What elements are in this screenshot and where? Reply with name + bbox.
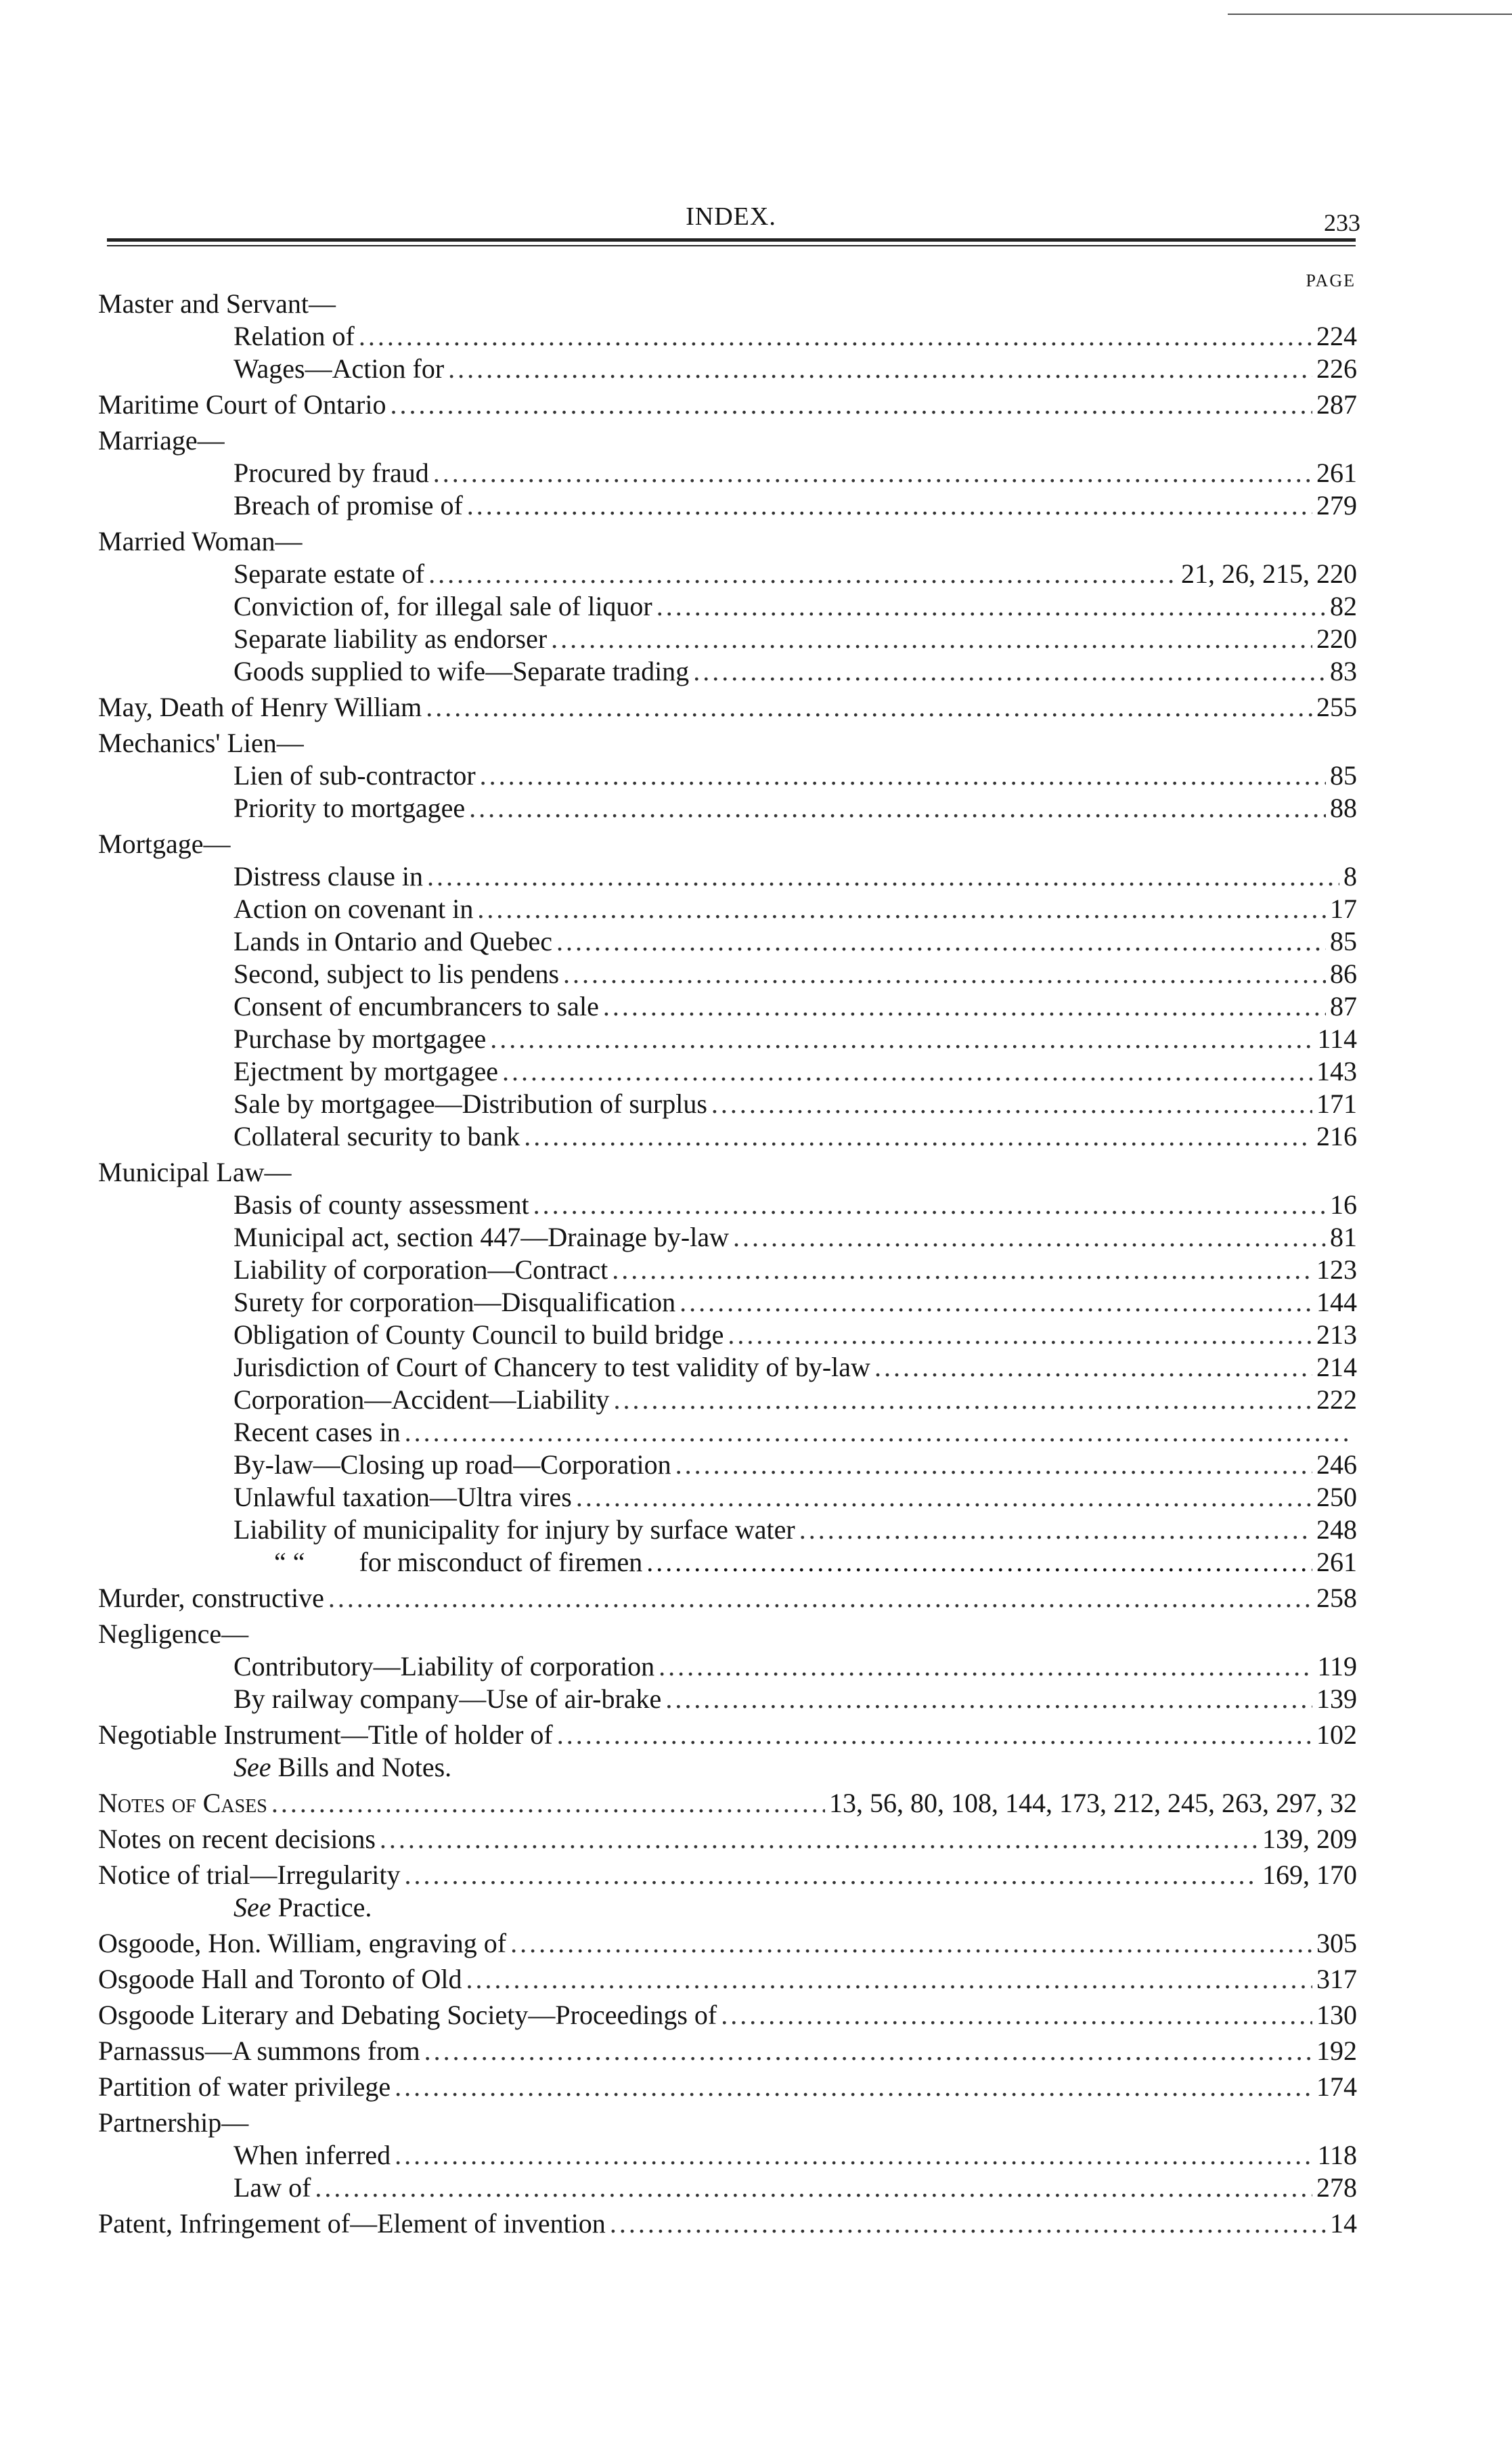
leader-dots — [659, 1650, 1313, 1683]
see-reference — [98, 1891, 1357, 1924]
entry-text: Surety for corporation—Disqualification — [234, 1287, 676, 1317]
index-entry — [98, 1823, 1357, 1855]
index-subentry — [98, 1120, 1357, 1153]
entry-pages: 8 — [1343, 861, 1357, 892]
entry-pages: 88 — [1330, 793, 1357, 823]
entry-text: By railway company—Use of air-brake — [234, 1684, 662, 1714]
index-entry — [98, 691, 1357, 724]
leader-dots — [427, 860, 1339, 893]
leader-dots — [612, 1254, 1312, 1286]
entry-pages: 248 — [1316, 1514, 1357, 1545]
entry-text: Recent cases in — [234, 1417, 401, 1447]
index-entry — [98, 2207, 1357, 2240]
header-rule-thin — [107, 245, 1356, 246]
leader-dots — [563, 958, 1326, 990]
entry-text: for misconduct of firemen — [359, 1547, 643, 1577]
leader-dots — [433, 457, 1312, 489]
leader-dots — [510, 1927, 1312, 1960]
entry-text: Notes of Cases — [98, 1788, 267, 1818]
index-entry — [98, 1719, 1357, 1751]
entry-text: Municipal act, section 447—Drainage by-law — [234, 1222, 729, 1252]
entry-pages: 258 — [1316, 1583, 1357, 1613]
index-subentry — [98, 1546, 1357, 1579]
entry-pages: 255 — [1316, 692, 1357, 722]
leader-dots — [693, 655, 1326, 688]
index-subentry — [98, 958, 1357, 990]
leader-dots — [576, 1481, 1312, 1514]
index-subentry — [98, 760, 1357, 792]
leader-dots — [680, 1286, 1312, 1319]
entry-text: When inferred — [234, 2140, 391, 2170]
entry-text: Wages—Action for — [234, 353, 445, 384]
entry-text: Notice of trial—Irregularity — [98, 1860, 401, 1890]
leader-dots — [271, 1787, 825, 1820]
see-target: Bills and Notes. — [277, 1752, 452, 1782]
entry-pages: 250 — [1316, 1482, 1357, 1512]
entry-heading: Married Woman— — [98, 526, 303, 556]
index-subentry — [98, 1481, 1357, 1514]
entry-pages: 169, 170 — [1262, 1860, 1357, 1890]
leader-dots — [424, 2035, 1312, 2067]
index-entry — [98, 1787, 1357, 1820]
entry-heading: Negligence— — [98, 1619, 249, 1649]
entry-text: Second, subject to lis pendens — [234, 959, 560, 989]
index-subentry — [98, 1319, 1357, 1351]
index-subentry — [98, 558, 1357, 590]
index-entry — [98, 1963, 1357, 1996]
index-subentry — [98, 590, 1357, 623]
entry-pages: 82 — [1330, 591, 1357, 621]
entry-pages: 171 — [1316, 1088, 1357, 1119]
entry-pages: 139, 209 — [1262, 1824, 1357, 1854]
see-target: Practice. — [277, 1892, 372, 1922]
index-entry — [98, 1927, 1357, 1960]
index-subentry — [98, 1416, 1357, 1449]
leader-dots — [469, 792, 1326, 824]
leader-dots — [556, 925, 1326, 958]
entry-pages: 130 — [1316, 2000, 1357, 2030]
index-subentry — [98, 1055, 1357, 1088]
entry-text: Goods supplied to wife—Separate trading — [234, 656, 690, 686]
entry-pages: 85 — [1330, 926, 1357, 956]
leader-dots — [646, 1546, 1312, 1579]
entry-text: Negotiable Instrument—Title of holder of — [98, 1719, 553, 1750]
index-subentry — [98, 2139, 1357, 2172]
index-entry — [98, 2035, 1357, 2067]
entry-pages: 317 — [1316, 1964, 1357, 1994]
entry-text: Separate liability as endorser — [234, 623, 548, 654]
entry-text: By-law—Closing up road—Corporation — [234, 1449, 671, 1480]
entry-text: Distress clause in — [234, 861, 423, 892]
entry-pages: 213 — [1316, 1319, 1357, 1350]
index-subentry — [98, 655, 1357, 688]
entry-text: Unlawful taxation—Ultra vires — [234, 1482, 572, 1512]
entry-pages: 214 — [1316, 1352, 1357, 1382]
entry-pages: 222 — [1316, 1384, 1357, 1415]
entry-pages: 143 — [1316, 1056, 1357, 1086]
see-reference — [98, 1751, 1357, 1784]
leader-dots — [428, 558, 1177, 590]
index-entry — [98, 1859, 1357, 1891]
entry-text: Collateral security to bank — [234, 1121, 520, 1151]
index-subentry — [98, 489, 1357, 522]
entry-heading: Marriage— — [98, 425, 225, 456]
index-subentry — [98, 1650, 1357, 1683]
entry-pages: 119 — [1317, 1651, 1357, 1681]
leader-dots — [480, 760, 1326, 792]
entry-pages: 287 — [1316, 389, 1357, 420]
entry-text: Lands in Ontario and Quebec — [234, 926, 552, 956]
leader-dots — [711, 1088, 1312, 1120]
entry-text: Partition of water privilege — [98, 2071, 391, 2102]
leader-dots — [490, 1023, 1313, 1055]
entry-heading: Partnership— — [98, 2107, 249, 2138]
entry-pages: 279 — [1316, 490, 1357, 521]
index-subentry — [98, 1221, 1357, 1254]
page-number: 233 — [1324, 209, 1360, 236]
index-entry — [98, 2071, 1357, 2103]
entry-text: Maritime Court of Ontario — [98, 389, 386, 420]
index-subentry — [98, 1514, 1357, 1546]
entry-pages: 13, 56, 80, 108, 144, 173, 212, 245, 263, 297, 32 — [829, 1788, 1357, 1818]
header-rule-thick — [107, 238, 1356, 242]
entry-text: Law of — [234, 2172, 311, 2203]
index-subentry — [98, 860, 1357, 893]
leader-dots — [675, 1449, 1312, 1481]
entry-pages: 144 — [1316, 1287, 1357, 1317]
entry-pages: 21, 26, 215, 220 — [1181, 558, 1357, 589]
entry-text: Sale by mortgagee—Distribution of surplus — [234, 1088, 707, 1119]
entry-text: Separate estate of — [234, 558, 425, 589]
entry-text: Corporation—Accident—Liability — [234, 1384, 610, 1415]
entry-text: Ejectment by mortgagee — [234, 1056, 498, 1086]
leader-dots — [477, 893, 1326, 925]
index-entry — [98, 389, 1357, 421]
leader-dots — [733, 1221, 1326, 1254]
entry-pages: 86 — [1330, 959, 1357, 989]
leader-dots — [380, 1823, 1258, 1855]
leader-dots — [665, 1683, 1312, 1715]
leader-dots — [467, 489, 1312, 522]
entry-text: Basis of county assessment — [234, 1189, 529, 1220]
leader-dots — [426, 691, 1312, 724]
entry-pages: 14 — [1330, 2208, 1357, 2239]
leader-dots — [728, 1319, 1312, 1351]
index-subentry — [98, 2172, 1357, 2204]
page-column-label: PAGE — [1306, 271, 1356, 290]
index-entries — [98, 284, 1357, 2240]
entry-text: Conviction of, for illegal sale of liquor — [234, 591, 652, 621]
entry-text: Murder, constructive — [98, 1583, 324, 1613]
index-subentry — [98, 353, 1357, 385]
entry-pages: 83 — [1330, 656, 1357, 686]
entry-pages: 226 — [1316, 353, 1357, 384]
leader-dots — [328, 1582, 1312, 1614]
index-subentry — [98, 1351, 1357, 1384]
leader-dots — [390, 389, 1312, 421]
leader-dots — [799, 1514, 1312, 1546]
index-subentry — [98, 1449, 1357, 1481]
index-subentry — [98, 1286, 1357, 1319]
entry-pages: 261 — [1316, 1547, 1357, 1577]
index-subentry — [98, 1683, 1357, 1715]
entry-pages: 246 — [1316, 1449, 1357, 1480]
leader-dots — [557, 1719, 1312, 1751]
entry-text: Lien of sub-contractor — [234, 760, 476, 791]
leader-dots — [524, 1120, 1312, 1153]
leader-dots — [395, 2139, 1313, 2172]
leader-dots — [448, 353, 1312, 385]
entry-text: Contributory—Liability of corporation — [234, 1651, 655, 1681]
index-subentry — [98, 990, 1357, 1023]
leader-dots — [551, 623, 1312, 655]
entry-pages: 123 — [1316, 1254, 1357, 1285]
index-subentry — [98, 457, 1357, 489]
corner-rule — [1228, 14, 1512, 15]
entry-text: Osgoode, Hon. William, engraving of — [98, 1928, 507, 1958]
leader-dots — [405, 1416, 1353, 1449]
entry-pages: 192 — [1316, 2036, 1357, 2066]
running-head — [102, 196, 1360, 237]
leader-dots — [721, 1999, 1312, 2031]
entry-text: Procured by fraud — [234, 458, 429, 488]
leader-dots — [315, 2172, 1312, 2204]
entry-pages: 17 — [1330, 894, 1357, 924]
leader-dots — [613, 1384, 1312, 1416]
entry-pages: 278 — [1316, 2172, 1357, 2203]
index-subentry — [98, 893, 1357, 925]
entry-text: Obligation of County Council to build bridge — [234, 1319, 724, 1350]
index-subentry — [98, 1254, 1357, 1286]
entry-pages: 16 — [1330, 1189, 1357, 1220]
index-subentry — [98, 1189, 1357, 1221]
leader-dots — [533, 1189, 1326, 1221]
entry-pages: 174 — [1316, 2071, 1357, 2102]
entry-pages: 261 — [1316, 458, 1357, 488]
index-subentry — [98, 792, 1357, 824]
ditto-marks: “ “ — [274, 1547, 305, 1577]
index-entry — [98, 1582, 1357, 1614]
entry-pages: 305 — [1316, 1928, 1357, 1958]
see-word: See — [234, 1892, 271, 1922]
entry-text: Osgoode Hall and Toronto of Old — [98, 1964, 462, 1994]
entry-text: Liability of municipality for injury by surface water — [234, 1514, 795, 1545]
entry-text: Relation of — [234, 321, 355, 351]
entry-pages: 118 — [1317, 2140, 1357, 2170]
entry-text: Notes on recent decisions — [98, 1824, 376, 1854]
index-subentry — [98, 1023, 1357, 1055]
entry-pages: 87 — [1330, 991, 1357, 1021]
index-subentry — [98, 320, 1357, 353]
entry-heading: Municipal Law— — [98, 1157, 292, 1187]
index-subentry — [98, 925, 1357, 958]
page-title: INDEX. — [686, 202, 776, 231]
entry-pages: 220 — [1316, 623, 1357, 654]
entry-pages: 139 — [1316, 1684, 1357, 1714]
leader-dots — [502, 1055, 1312, 1088]
index-subentry — [98, 623, 1357, 655]
leader-dots — [610, 2207, 1326, 2240]
leader-dots — [874, 1351, 1312, 1384]
entry-text: Consent of encumbrancers to sale — [234, 991, 599, 1021]
entry-pages: 85 — [1330, 760, 1357, 791]
index-subentry — [98, 1088, 1357, 1120]
entry-heading: Mortgage— — [98, 829, 231, 859]
entry-text: Liability of corporation—Contract — [234, 1254, 608, 1285]
entry-text: Purchase by mortgagee — [234, 1024, 487, 1054]
entry-heading: Master and Servant— — [98, 288, 336, 319]
leader-dots — [404, 1859, 1258, 1891]
index-subentry — [98, 1384, 1357, 1416]
entry-heading: Mechanics' Lien— — [98, 728, 304, 758]
leader-dots — [657, 590, 1326, 623]
entry-text: Breach of promise of — [234, 490, 463, 521]
leader-dots — [359, 320, 1312, 353]
entry-pages: 114 — [1317, 1024, 1357, 1054]
entry-pages: 224 — [1316, 321, 1357, 351]
leader-dots — [395, 2071, 1312, 2103]
entry-text: May, Death of Henry William — [98, 692, 422, 722]
entry-text: Patent, Infringement of—Element of invention — [98, 2208, 606, 2239]
entry-text: Parnassus—A summons from — [98, 2036, 420, 2066]
entry-pages: 216 — [1316, 1121, 1357, 1151]
entry-text: Jurisdiction of Court of Chancery to test validity of by-law — [234, 1352, 870, 1382]
entry-pages: 81 — [1330, 1222, 1357, 1252]
see-word: See — [234, 1752, 271, 1782]
entry-pages: 102 — [1316, 1719, 1357, 1750]
entry-text: Priority to mortgagee — [234, 793, 466, 823]
index-entry — [98, 1999, 1357, 2031]
leader-dots — [603, 990, 1326, 1023]
entry-text: Osgoode Literary and Debating Society—Proceedings of — [98, 2000, 717, 2030]
leader-dots — [466, 1963, 1313, 1996]
entry-text: Action on covenant in — [234, 894, 474, 924]
